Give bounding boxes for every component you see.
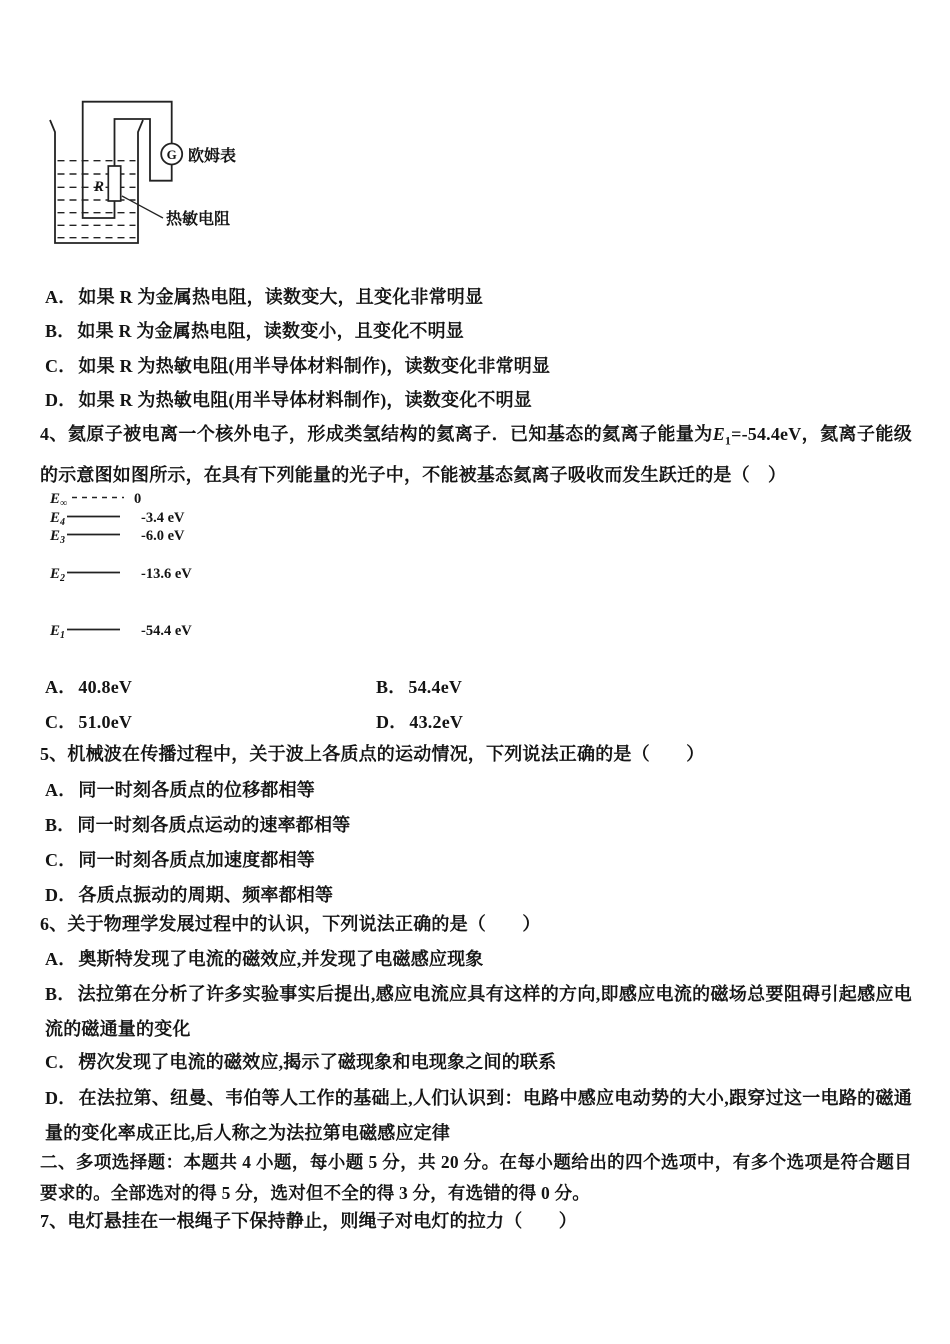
level-label: $E_4$: [50, 510, 66, 528]
level-value: -13.6 eV: [141, 566, 192, 582]
option-letter: B．: [376, 677, 407, 697]
option-letter: D．: [45, 885, 77, 905]
option-letter: A．: [45, 780, 77, 800]
level-value: -3.4 eV: [141, 510, 185, 526]
q5-option-c: [45, 843, 315, 877]
option-letter: B．: [45, 321, 76, 341]
level-label: $E_1$: [50, 623, 66, 641]
option-letter: C．: [45, 1052, 77, 1072]
thermistor-body: [108, 166, 120, 201]
q6-option-d: [45, 1081, 912, 1151]
q4-option-c: [45, 705, 132, 739]
q6-stem: 6、关于物理学发展过程中的认识，下列说法正确的是（ ）: [40, 914, 541, 934]
q4-option-a: [45, 670, 132, 704]
q5-option-a: [45, 773, 315, 807]
option-letter: D．: [45, 390, 77, 410]
option-text: 各质点振动的周期、频率都相等: [78, 885, 334, 905]
meter-symbol: G: [166, 146, 177, 162]
option-text: 奥斯特发现了电流的磁效应,并发现了电磁感应现象: [78, 949, 484, 969]
level-label: $E_\infty$: [50, 491, 68, 509]
q4-stem: [40, 417, 912, 492]
q3-option-b: [45, 314, 464, 348]
option-letter: A．: [45, 949, 77, 969]
option-text: 同一时刻各质点的位移都相等: [78, 780, 316, 800]
level-value: -54.4 eV: [141, 623, 192, 639]
option-letter: D．: [45, 1088, 77, 1108]
option-letter: C．: [45, 850, 77, 870]
liquid-dashes: [58, 161, 136, 238]
energy-level-diagram: [42, 486, 252, 646]
thermistor-label: 热敏电阻: [166, 211, 231, 228]
option-text: 如果 R 为热敏电阻(用半导体材料制作)，读数变化不明显: [78, 390, 532, 410]
q3-option-d: [45, 383, 532, 417]
option-text: 同一时刻各质点加速度都相等: [78, 850, 316, 870]
circuit-figure: [40, 90, 290, 255]
q7-stem: 7、电灯悬挂在一根绳子下保持静止，则绳子对电灯的拉力（ ）: [40, 1211, 577, 1231]
level-value: 0: [134, 491, 142, 507]
option-letter: B．: [45, 984, 76, 1004]
option-text: 如果 R 为金属热电阻，读数变小，且变化不明显: [77, 321, 465, 341]
option-text: 楞次发现了电流的磁效应,揭示了磁现象和电现象之间的联系: [78, 1052, 557, 1072]
option-letter: A．: [45, 287, 77, 307]
q4-energy-symbol: E: [712, 424, 725, 444]
option-text: 法拉第在分析了许多实验事实后提出,感应电流应具有这样的方向,即感应电流的磁场总要阻碍引起感应电流的磁通量的变化: [45, 984, 912, 1039]
q4-energy-subscript: 1: [724, 433, 732, 448]
option-text: 如果 R 为金属热电阻，读数变大，且变化非常明显: [78, 287, 484, 307]
level-value: -6.0 eV: [141, 528, 185, 544]
option-letter: B．: [45, 815, 76, 835]
option-text: 在法拉第、纽曼、韦伯等人工作的基础上,人们认识到：电路中感应电动势的大小,跟穿过这一电路的磁通量的变化率成正比,后人称之为法拉第电磁感应定律: [45, 1088, 912, 1143]
ohmmeter-label: 欧姆表: [188, 148, 237, 165]
option-letter: C．: [45, 712, 77, 732]
option-letter: D．: [376, 712, 408, 732]
option-text: 51.0eV: [78, 712, 133, 732]
resistor-symbol: R: [94, 179, 105, 195]
q6-option-a: [45, 942, 484, 976]
section-2-header: 二、多项选择题：本题共 4 小题，每小题 5 分，共 20 分。在每小题给出的四个选项中，有多个选项是符合题目要求的。全部选对的得 5 分，选对但不全的得 3 分，有选错的得 0 分。: [40, 1152, 912, 1203]
level-label: $E_2$: [50, 566, 66, 584]
option-letter: C．: [45, 356, 77, 376]
level-label: $E_3$: [50, 528, 66, 546]
option-letter: A．: [45, 677, 77, 697]
q6-option-b: [45, 977, 912, 1047]
q5-option-b: [45, 808, 350, 842]
q4-stem-prefix: 4、氦原子被电离一个核外电子，形成类氢结构的氦离子．已知基态的氦离子能量为: [40, 424, 713, 444]
q5-stem: 5、机械波在传播过程中，关于波上各质点的运动情况，下列说法正确的是（ ）: [40, 744, 705, 764]
option-text: 40.8eV: [78, 677, 133, 697]
option-text: 43.2eV: [409, 712, 464, 732]
q4-stem-suffix: =-54.4eV，氦离子能级的示意图如图所示，在具有下列能量的光子中，不能被基态氦离子吸收而发生跃迁的是（ ）: [40, 424, 912, 485]
q4-option-d: [376, 705, 463, 739]
q6-option-c: [45, 1045, 556, 1079]
q4-option-b: [376, 670, 462, 704]
option-text: 如果 R 为热敏电阻(用半导体材料制作)，读数变化非常明显: [78, 356, 551, 376]
q3-option-c: [45, 349, 550, 383]
option-text: 同一时刻各质点运动的速率都相等: [77, 815, 351, 835]
q3-option-a: [45, 280, 483, 314]
thermistor-leader-line: [122, 196, 163, 218]
option-text: 54.4eV: [408, 677, 463, 697]
